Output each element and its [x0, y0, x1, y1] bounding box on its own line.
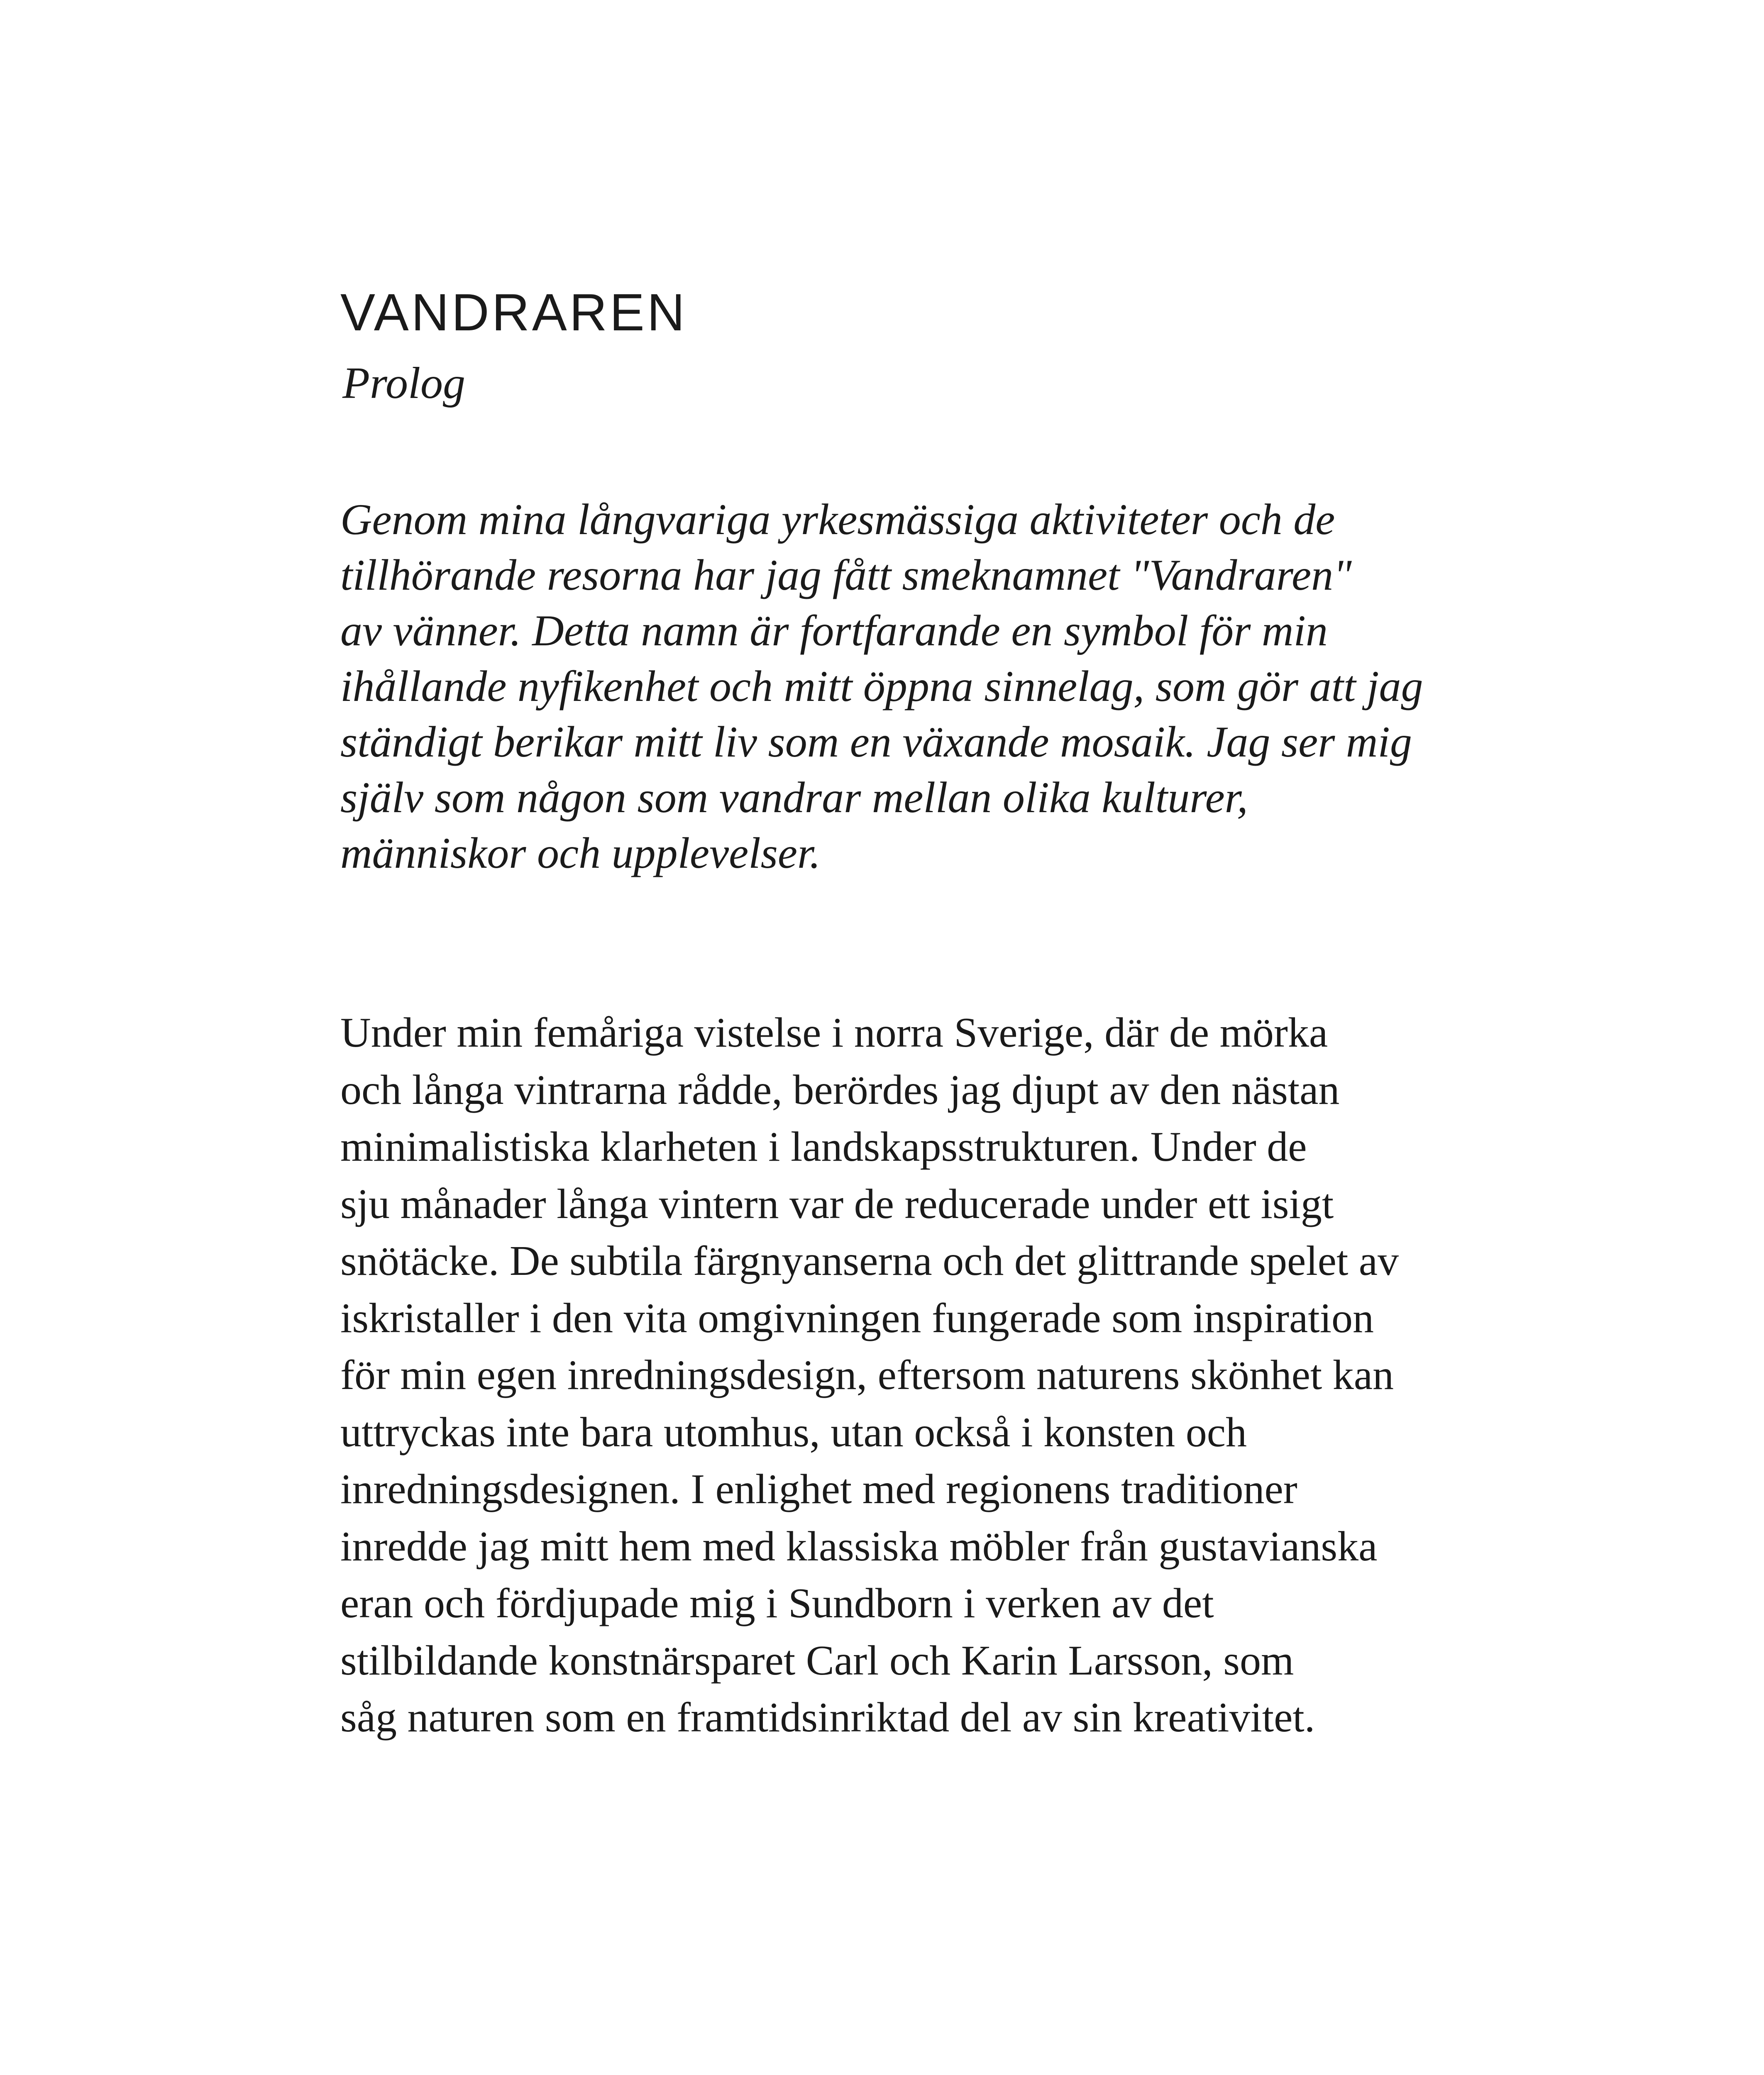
prologue-line: själv som någon som vandrar mellan olika kulturer, [340, 773, 1248, 822]
body-line: såg naturen som en framtidsinriktad del av sin kreativitet. [340, 1694, 1315, 1741]
body-line: Under min femåriga vistelse i norra Sverige, där de mörka [340, 1009, 1328, 1056]
prologue-line: Genom mina långvariga yrkesmässiga aktiviteter och de [340, 495, 1335, 544]
body-line: och långa vintrarna rådde, berördes jag djupt av den nästan [340, 1066, 1340, 1113]
body-line: stilbildande konstnärsparet Carl och Karin Larsson, som [340, 1637, 1294, 1684]
body-line: inredde jag mitt hem med klassiska möbler från gustavianska [340, 1523, 1378, 1570]
body-line: för min egen inredningsdesign, eftersom naturens skönhet kan [340, 1352, 1394, 1399]
body-paragraph [340, 1004, 1503, 1746]
prologue-line: ständigt berikar mitt liv som en växande mosaik. Jag ser mig [340, 718, 1412, 766]
prologue-line: tillhörande resorna har jag fått smeknamnet "Vandraren" [340, 551, 1352, 599]
body-line: inredningsdesignen. I enlighet med regionens traditioner [340, 1466, 1297, 1513]
prologue-line: av vänner. Detta namn är fortfarande en symbol för min [340, 606, 1328, 655]
body-line: iskristaller i den vita omgivningen fungerade som inspiration [340, 1294, 1374, 1342]
body-line: eran och fördjupade mig i Sundborn i verken av det [340, 1580, 1214, 1627]
chapter-title: VANDRAREN [340, 283, 687, 342]
prologue-line: ihållande nyfikenhet och mitt öppna sinnelag, som gör att jag [340, 662, 1423, 710]
chapter-subtitle: Prolog [342, 359, 465, 408]
body-line: snötäcke. De subtila färgnyanserna och det glittrande spelet av [340, 1238, 1399, 1284]
body-line: uttryckas inte bara utomhus, utan också i konsten och [340, 1409, 1247, 1456]
body-line: sju månader långa vintern var de reducerade under ett isigt [340, 1180, 1334, 1228]
body-line: minimalistiska klarheten i landskapsstrukturen. Under de [340, 1123, 1307, 1170]
prologue-line: människor och upplevelser. [340, 829, 821, 877]
prologue-paragraph [340, 492, 1461, 881]
